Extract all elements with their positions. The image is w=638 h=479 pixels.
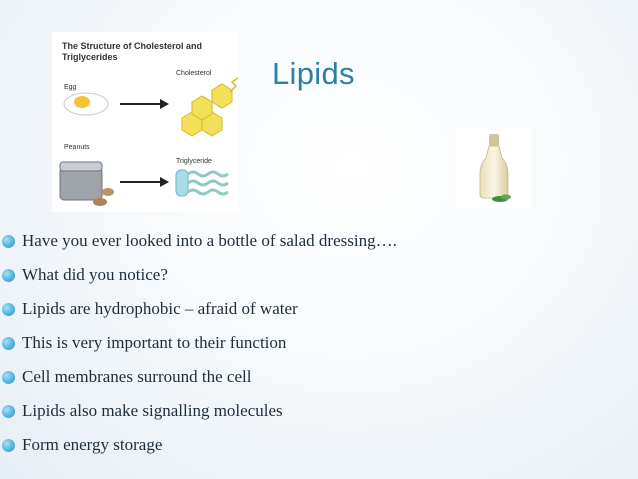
salad-dressing-bottle-icon — [456, 128, 532, 208]
bullet-icon — [2, 405, 15, 418]
bullet-text: This is very important to their function — [22, 333, 287, 352]
bullet-icon — [2, 371, 15, 384]
cholesterol-triglyceride-figure — [52, 32, 238, 212]
bullet-text: Lipids are hydrophobic – afraid of water — [22, 299, 298, 318]
bullet-text: Cell membranes surround the cell — [22, 367, 252, 386]
bullet-icon — [2, 269, 15, 282]
fried-egg-icon — [64, 93, 108, 115]
bullet-text: Form energy storage — [22, 435, 163, 454]
arrow-icon — [120, 177, 169, 187]
bullet-icon — [2, 337, 15, 350]
triglyceride-molecule-icon — [176, 170, 228, 196]
peanut-jar-icon — [60, 162, 114, 206]
triglyceride-label: Triglyceride — [176, 158, 212, 165]
cholesterol-label: Cholesterol — [176, 70, 212, 77]
bullet-icon — [2, 439, 15, 452]
bullet-text: Have you ever looked into a bottle of salad dressing…. — [22, 231, 397, 250]
slide-title: Lipids — [272, 56, 355, 91]
arrow-icon — [120, 99, 169, 109]
cholesterol-molecule-icon — [182, 84, 232, 136]
salad-dressing-bottle-image — [456, 128, 532, 208]
bullet-text: Lipids also make signalling molecules — [22, 401, 283, 420]
peanuts-label: Peanuts — [64, 144, 90, 151]
bullet-icon — [2, 235, 15, 248]
bullet-icon — [2, 303, 15, 316]
figure-title: The Structure of Cholesterol and Triglycerides — [62, 41, 203, 62]
figure-illustration — [52, 32, 238, 212]
egg-label: Egg — [64, 84, 77, 91]
bullet-text: What did you notice? — [22, 265, 168, 284]
